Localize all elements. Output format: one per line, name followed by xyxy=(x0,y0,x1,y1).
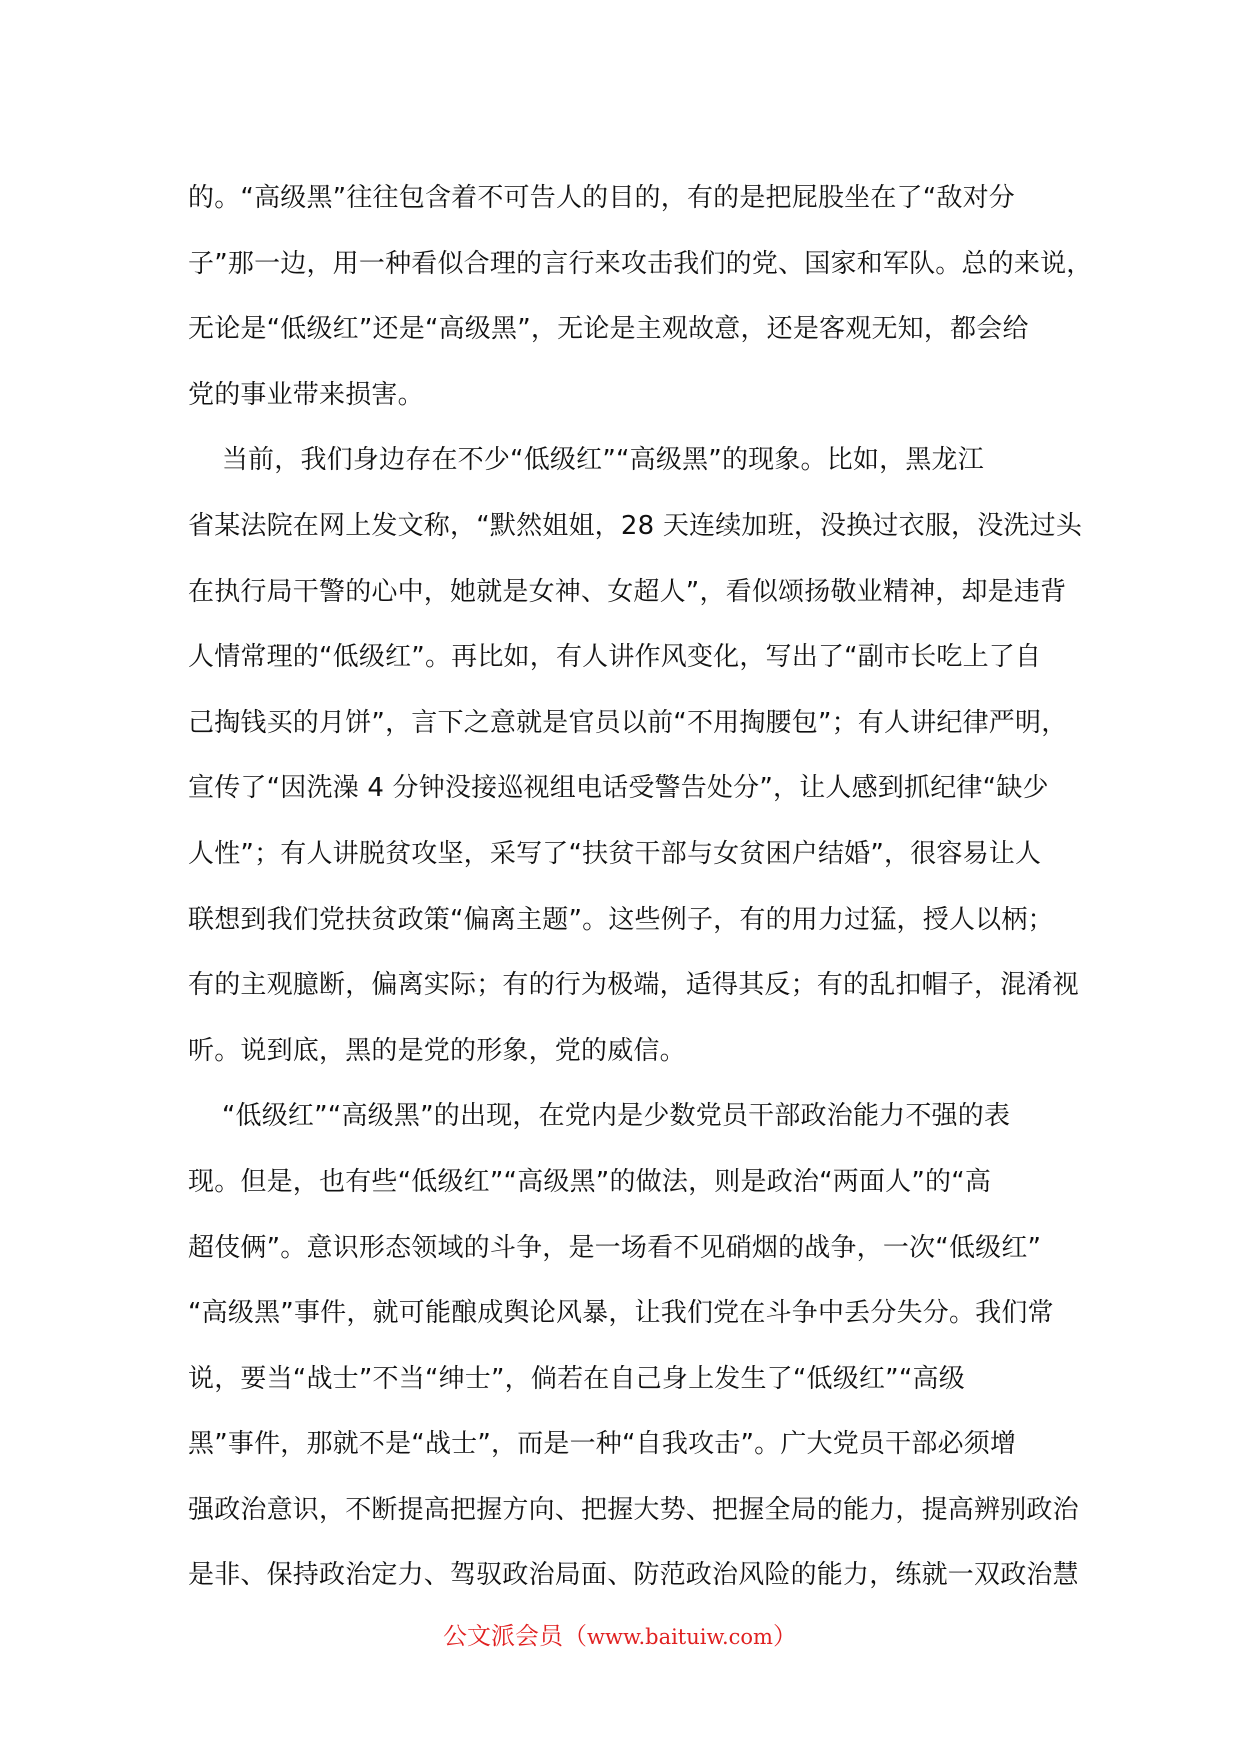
text-line: 超伎俩”。意识形态领域的斗争，是一场看不见硝烟的战争，一次“低级红” xyxy=(188,1232,1042,1263)
text-line: 省某法院在网上发文称，“默然姐姐，28 天连续加班，没换过衣服，没洗过头 xyxy=(188,510,1083,541)
text-line: 宣传了“因洗澡 4 分钟没接巡视组电话受警告处分”，让人感到抓纪律“缺少 xyxy=(188,773,1049,804)
text-line: 的。“高级黑”往往包含着不可告人的目的，有的是把屁股坐在了“敌对分 xyxy=(188,183,1016,213)
footer-label: 公文派会员（ xyxy=(443,1622,588,1650)
text-line: 人情常理的“低级红”。再比如，有人讲作风变化，写出了“副市长吃上了自 xyxy=(188,642,1042,673)
text-line: “低级红”“高级黑”的出现，在党内是少数党员干部政治能力不强的表 xyxy=(188,1101,1011,1132)
text-line: 当前，我们身边存在不少“低级红”“高级黑”的现象。比如，黑龙江 xyxy=(188,445,984,476)
text-line: 说，要当“战士”不当“绅士”，倘若在自己身上发生了“低级红”“高级 xyxy=(188,1363,965,1394)
text-line: 联想到我们党扶贫政策“偏离主题”。这些例子，有的用力过猛，授人以柄； xyxy=(188,904,1054,935)
text-line: 强政治意识，不断提高把握方向、把握大势、把握全局的能力，提高辨别政治 xyxy=(188,1494,1079,1525)
text-line: 己掏钱买的月饼”，言下之意就是官员以前“不用掏腰包”；有人讲纪律严明， xyxy=(188,707,1068,738)
footer-watermark xyxy=(0,1616,1240,1657)
text-line: 有的主观臆断，偏离实际；有的行为极端，适得其反；有的乱扣帽子，混淆视 xyxy=(188,970,1079,1001)
text-line: 人性”；有人讲脱贫攻坚，采写了“扶贫干部与女贫困户结婚”，很容易让人 xyxy=(188,838,1042,869)
text-line: 在执行局干警的心中，她就是女神、女超人”，看似颂扬敬业精神，却是违背 xyxy=(188,576,1067,607)
text-line: 子”那一边，用一种看似合理的言行来攻击我们的党、国家和军队。总的来说， xyxy=(188,248,1093,279)
document-body xyxy=(188,166,1093,1609)
text-line: 是非、保持政治定力、驾驭政治局面、防范政治风险的能力，练就一双政治慧 xyxy=(188,1560,1079,1591)
text-line: 黑”事件，那就不是“战士”，而是一种“自我攻击”。广大党员干部必须增 xyxy=(188,1429,1017,1460)
text-line: 现。但是，也有些“低级红”“高级黑”的做法，则是政治“两面人”的“高 xyxy=(188,1166,992,1197)
text-line: 党的事业带来损害。 xyxy=(188,379,424,410)
footer-close: ） xyxy=(772,1622,797,1650)
text-line: “高级黑”事件，就可能酿成舆论风暴，让我们党在斗争中丢分失分。我们常 xyxy=(188,1298,1054,1329)
footer-url[interactable]: www.baituiw.com xyxy=(587,1625,773,1649)
text-line: 无论是“低级红”还是“高级黑”，无论是主观故意，还是客观无知，都会给 xyxy=(188,314,1029,345)
text-line: 听。说到底，黑的是党的形象，党的威信。 xyxy=(188,1035,686,1066)
